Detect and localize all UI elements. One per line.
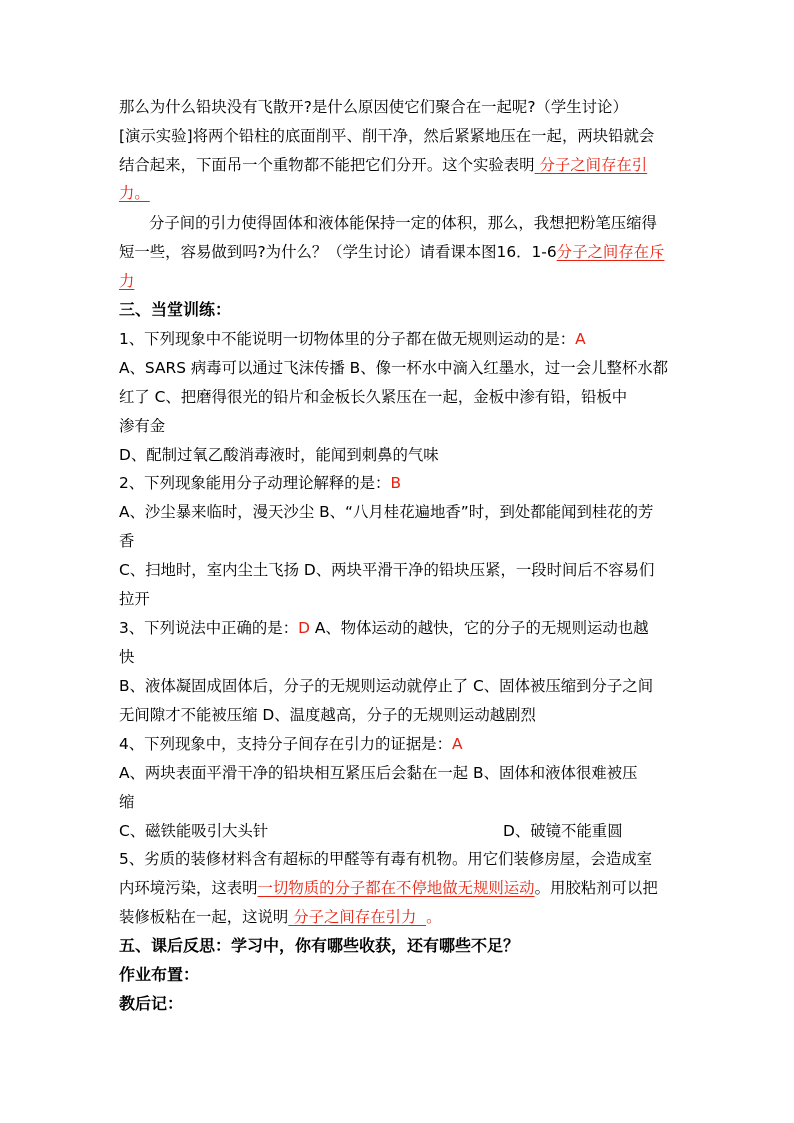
question-4 (119, 733, 463, 755)
question-4-text: 4、下列现象中，支持分子间存在引力的证据是： (119, 735, 452, 753)
paragraph-repulsion-end (119, 270, 134, 292)
answer-repulsion: 分子之间存在斥 (556, 243, 665, 261)
question-4-option-d: D、破镜不能重圆 (503, 822, 623, 840)
question-3-answer: D (298, 619, 310, 637)
question-1 (119, 328, 586, 350)
question-3-option-a-end: 快 (119, 648, 135, 666)
paragraph-demo-end (119, 182, 150, 204)
answer-random-motion: 一切物质的分子都在不停地做无规则运动 (257, 879, 535, 897)
question-5-line-3 (119, 906, 442, 928)
section-heading-practice: 三、当堂训练： (119, 300, 232, 319)
question-3-text: 3、下列说法中正确的是： (119, 619, 299, 637)
paragraph-repulsion-2 (119, 241, 664, 263)
question-3-option-a: A、物体运动的越快，它的分子的无规则运动也越 (309, 619, 649, 637)
section-heading-reflection: 五、课后反思：学习中，你有哪些收获，还有哪些不足？ (119, 936, 520, 955)
answer-attraction: 分子之间存在引 (534, 156, 648, 174)
question-1-answer: A (575, 330, 586, 348)
teaching-notes-heading: 教后记： (119, 994, 184, 1013)
question-5-text: 内环境污染，这表明 (119, 879, 258, 897)
question-2 (119, 472, 401, 494)
question-2-option-b-end: 香 (119, 532, 135, 550)
question-1-option-c: 红了 C、把磨得很光的铅片和金板长久紧压在一起，金板中渗有铅，铅板中 (119, 388, 628, 406)
question-4-option-ab: A、两块表面平滑干净的铅块相互紧压后会黏在一起 B、固体和液体很难被压 (119, 764, 638, 782)
answer-attraction-end: 力。 (119, 184, 150, 202)
question-2-option-d-end: 拉开 (119, 590, 150, 608)
question-5-text-end: 装修板粘在一起，这说明 (119, 908, 289, 926)
paragraph-repulsion: 分子间的引力使得固体和液体能保持一定的体积，那么，我想把粉笔压缩得 (149, 214, 657, 232)
question-2-answer: B (390, 474, 401, 492)
question-2-option-cd: C、扫地时，室内尘土飞扬 D、两块平滑干净的铅块压紧，一段时间后不容易们 (119, 561, 655, 579)
paragraph-question-lead: 那么为什么铅块没有飞散开?是什么原因使它们聚合在一起呢?（学生讨论） (119, 98, 628, 116)
question-5: 5、劣质的装修材料含有超标的甲醛等有毒有机物。用它们装修房屋，会造成室 (119, 850, 653, 868)
question-4-option-b-end: 缩 (119, 793, 135, 811)
paragraph-demo-conclusion (119, 154, 647, 176)
answer-repulsion-end: 力 (119, 272, 135, 290)
demo-text: 结合起来，下面吊一个重物都不能把它们分开。这个实验表明 (119, 156, 535, 174)
question-1-text: 1、下列现象中不能说明一切物体里的分子都在做无规则运动的是： (119, 330, 576, 348)
question-5-line-2 (119, 877, 658, 899)
question-2-text: 2、下列现象能用分子动理论解释的是： (119, 474, 391, 492)
repulsion-text: 短一些，容易做到吗?为什么？（学生讨论）请看课本图16．1-6 (119, 243, 557, 261)
question-4-option-c: C、磁铁能吸引大头针 (119, 822, 269, 840)
question-1-option-d: D、配制过氧乙酸消毒液时，能闻到刺鼻的气味 (119, 446, 439, 464)
question-5-text-cont: 。用胶粘剂可以把 (534, 879, 658, 897)
question-3-option-d: 无间隙才不能被压缩 D、温度越高，分子的无规则运动越剧烈 (119, 706, 536, 724)
question-1-option-c-end: 渗有金 (119, 417, 166, 435)
paragraph-demo-experiment: [演示实验]将两个铅柱的底面削平、削干净，然后紧紧地压在一起，两块铅就会 (119, 127, 655, 145)
question-3-option-bc: B、液体凝固成固体后，分子的无规则运动就停止了 C、固体被压缩到分子之间 (119, 677, 654, 695)
question-4-answer: A (452, 735, 463, 753)
answer-period: 。 (426, 908, 442, 926)
question-3 (119, 617, 649, 639)
answer-attraction-q5: 分子之间存在引力 (288, 908, 427, 926)
question-2-option-ab: A、沙尘暴来临时，漫天沙尘 B、“八月桂花遍地香”时，到处都能闻到桂花的芳 (119, 503, 654, 521)
homework-heading: 作业布置： (119, 965, 200, 984)
question-1-option-ab: A、SARS 病毒可以通过飞沫传播 B、像一杯水中滴入红墨水，过一会儿整杯水都 (119, 359, 669, 377)
